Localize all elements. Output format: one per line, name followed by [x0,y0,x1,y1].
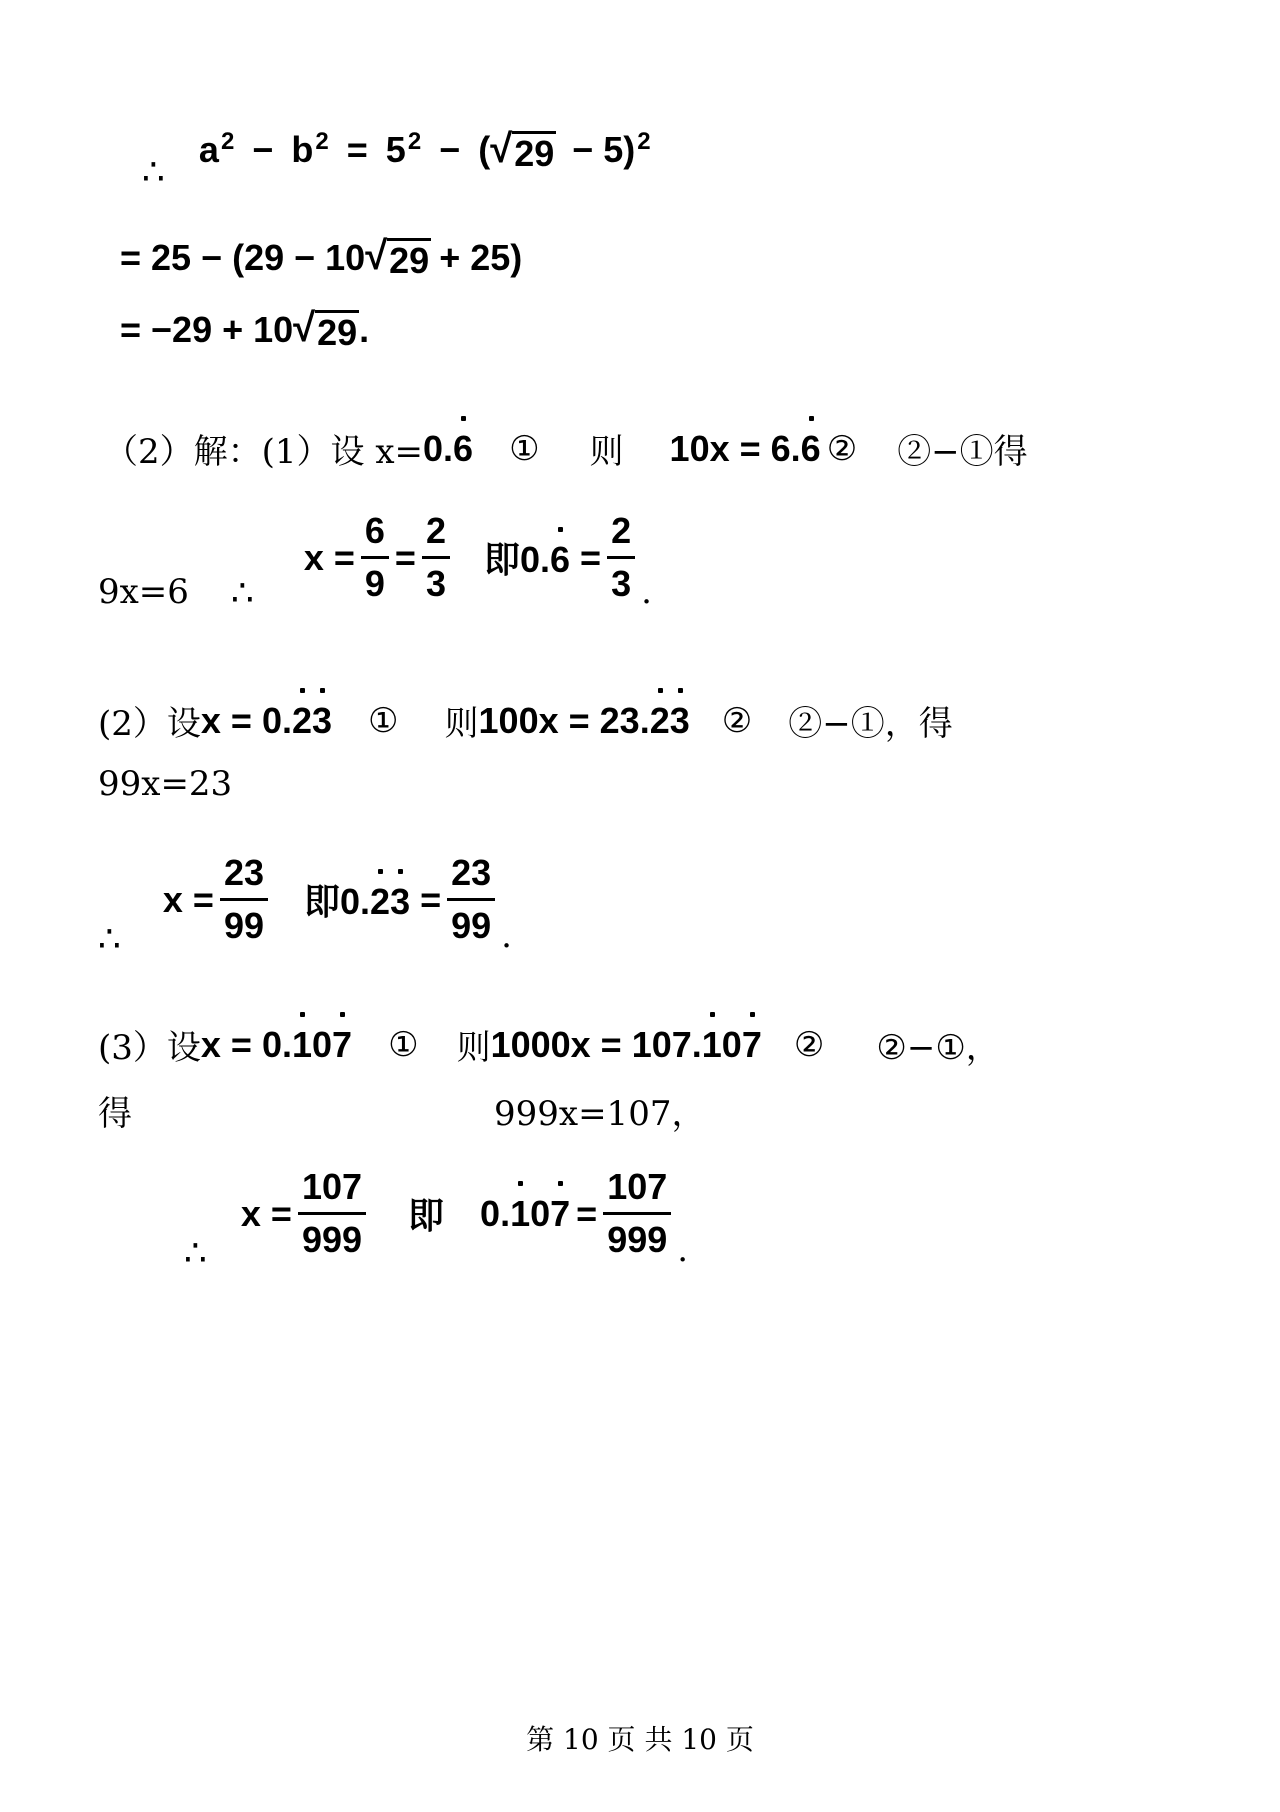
op-eq: = [580,536,602,578]
numerator: 23 [451,852,492,893]
var-a: a [198,129,219,170]
op-eq: = [394,536,416,578]
part4-line-3 [184,1166,689,1274]
de-label: 得 [98,1094,132,1134]
repeating-digit: 2 [291,699,313,741]
part2-intro: （2）解：(1）设 x= [104,432,423,472]
digit: 0 [530,1192,551,1234]
denominator: 999 [603,1212,671,1261]
ji-0-23 [304,874,410,925]
x-equals: x = [240,1192,292,1234]
line-3-expr: = −29 + 10 [120,309,294,351]
numerator: 2 [425,510,446,551]
zero-point: 0. [480,1192,511,1234]
denominator: 9 [361,556,389,605]
eq-100x [479,700,690,742]
fraction-23-99 [447,852,495,947]
numerator: 107 [607,1166,668,1207]
circled-2: ② [721,700,753,741]
then-label: 则 [589,432,624,472]
therefore-symbol: ∴ [184,1233,207,1274]
minus-5-close: − 5) [572,129,636,170]
part2-line-1 [104,424,1028,473]
repeating-digit-start: 1 [701,1023,722,1065]
page-footer: 第 10 页 共 10 页 [526,1723,754,1756]
op-minus: − [439,129,461,170]
digit: 0 [721,1023,742,1065]
part3-line-1 [98,696,953,745]
circled-1: ① [388,1024,419,1065]
radicand: 29 [317,312,358,353]
fraction-107-999 [603,1166,671,1261]
line-3-tail: . [359,309,370,351]
exp-2: 2 [637,128,651,155]
eq-x-0107 [201,1024,352,1066]
num-5: 5 [385,129,406,170]
line-2-tail: + 25) [439,237,523,279]
then-label: 则 [444,704,479,744]
diff-label: ②−①，得 [788,704,953,744]
line-1 [142,127,651,194]
denominator: 99 [220,898,268,947]
part4-line-2 [98,1086,705,1135]
period: . [641,571,652,612]
radical-sign: √ [365,234,388,278]
therefore-symbol: ∴ [98,919,121,960]
repeating-digit-end: 7 [332,1023,353,1065]
therefore-symbol: ∴ [230,573,254,614]
op-eq: = [346,129,368,170]
x-equals: x = [162,878,214,920]
then-label: 则 [456,1028,491,1068]
fraction-23-99 [220,852,268,947]
repeating-digit-start: 1 [510,1192,531,1234]
denominator: 99 [447,898,495,947]
radicand: 29 [389,240,430,281]
eq-999x: 999x=107， [494,1094,706,1134]
ji-label: 即0. [483,539,551,580]
circled-1: ① [509,428,540,469]
x-equals: x = [303,536,355,578]
repeating-digit-end: 7 [550,1192,571,1234]
circled-1: ① [368,700,399,741]
exp-2: 2 [315,128,329,155]
circled-2: ② [793,1024,825,1065]
repeating-digit: 6 [550,539,571,580]
repeating-digit: 6 [453,427,474,469]
therefore-symbol: ∴ [142,152,165,194]
eq-x-left: x = 0. [200,699,292,741]
part2-line-2 [98,510,652,614]
eq-99x: 99x=23 [98,764,233,804]
numerator: 23 [223,852,264,893]
part3-intro: (2）设 [98,704,201,744]
eq-10x [670,428,821,470]
digit: 0 [312,1023,333,1065]
eq-10x-left: 10x = 6. [669,427,801,469]
period: . [501,915,512,956]
line-3 [120,308,369,353]
part4-intro: (3）设 [98,1028,201,1068]
fraction-2-3 [607,510,635,605]
eq-1000x [491,1024,762,1066]
eq-100x-left: 100x = 23. [478,699,650,741]
value-0-107 [480,1193,570,1235]
period: . [677,1229,689,1270]
op-eq: = [576,1192,598,1234]
repeating-digit: 3 [669,699,690,741]
ji-label: 即 [408,1195,445,1236]
sqrt-29 [293,308,359,353]
part4-line-1 [98,1020,1000,1069]
diff-label: ②−①， [876,1028,1000,1068]
ji-0-6 [484,532,570,583]
exp-2: 2 [220,128,235,155]
numerator: 2 [611,510,632,551]
part3-line-3 [98,852,512,960]
repeating-digit: 2 [370,881,391,922]
repeating-digit-start: 1 [291,1023,313,1065]
op-minus: − [252,129,274,170]
fraction-6-9 [361,510,389,605]
repeating-digit: 3 [312,699,333,741]
denominator: 3 [607,556,635,605]
denominator: 3 [422,556,450,605]
repeating-digit: 3 [390,881,411,922]
var-b: b [291,129,314,170]
fraction-2-3 [422,510,450,605]
numerator: 107 [301,1166,363,1207]
eq-9x: 9x=6 [98,571,189,612]
op-eq: = [420,878,442,920]
value-0-6-repeating: 0.6 [423,427,474,469]
formula-a2-b2 [199,128,651,174]
paren-open: ( [478,129,491,170]
circled-2: ② [826,428,858,469]
radicand: 29 [514,133,555,174]
diff-label: ②−①得 [897,432,1028,472]
repeating-digit: 6 [800,427,821,469]
eq-x-023 [201,700,332,742]
exp-2: 2 [407,128,422,155]
repeating-digit-end: 7 [741,1023,762,1065]
ji-label: 即0. [304,881,371,922]
part3-line-2 [98,764,232,804]
sqrt-29 [490,129,556,174]
line-2 [120,236,522,281]
line-2-expr: = 25 − (29 − 10 [120,237,366,279]
repeating-digit: 2 [649,699,670,741]
radical-sign: √ [490,127,513,171]
fraction-107-999 [298,1166,366,1261]
eq-1000x-left: 1000x = 107. [490,1023,702,1065]
eq-x-left: x = 0. [200,1023,292,1065]
sqrt-29 [365,236,431,281]
numerator: 6 [364,510,385,551]
denominator: 999 [298,1212,366,1261]
radical-sign: √ [293,306,316,350]
